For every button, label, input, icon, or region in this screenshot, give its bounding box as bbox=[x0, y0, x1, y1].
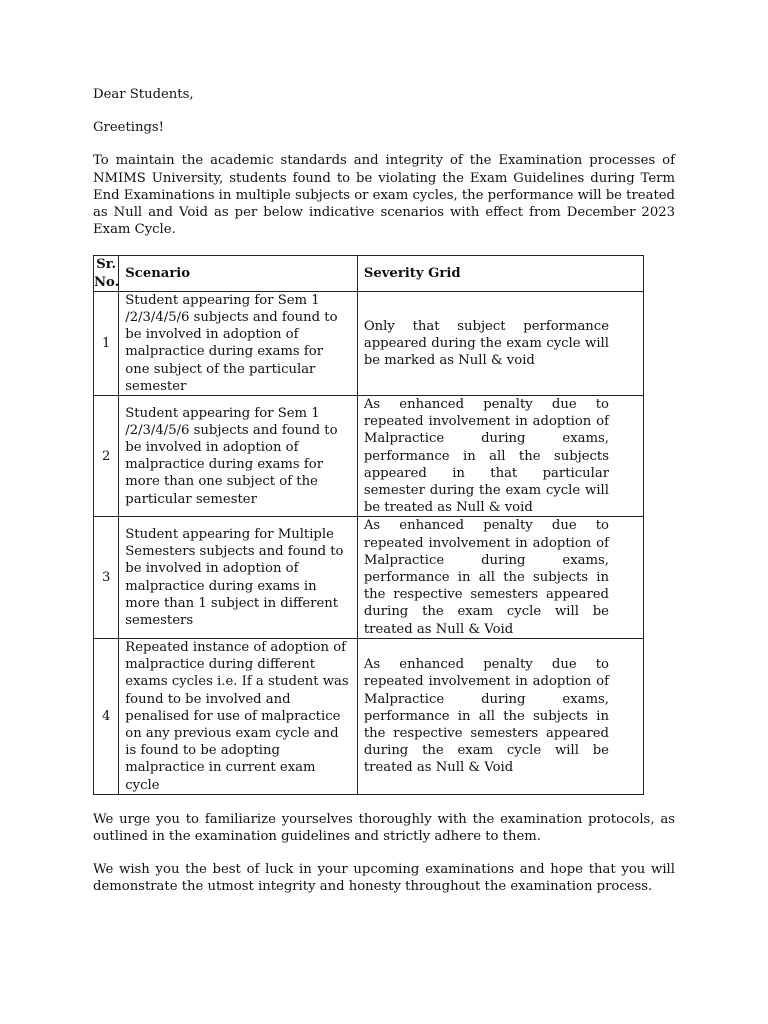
row-scenario: Student appearing for Sem 1 /2/3/4/5/6 subjects and found to be involved in adoption of malpractice during exams for more than one subject of the particular semester bbox=[119, 396, 358, 517]
row-severity: As enhanced penalty due to repeated involvement in adoption of Malpractice during exams, performance in all the subjects in the respective semesters appeared during the exam cycle will be treated as Null & Void bbox=[357, 517, 643, 638]
header-scenario: Scenario bbox=[119, 256, 358, 291]
closing-paragraph-1: We urge you to familiarize yourselves thoroughly with the examination protocols, as outlined in the examination guidelines and strictly adhere to them. bbox=[93, 811, 675, 844]
row-scenario: Repeated instance of adoption of malpractice during different exams cycles i.e. If a student was found to be involved and penalised for use of malpractice on any previous exam cycle and is found to be adopting malpractice in current exam cycle bbox=[119, 638, 358, 794]
closing-paragraph-2: We wish you the best of luck in your upcoming examinations and hope that you will demonstrate the utmost integrity and honesty throughout the examination process. bbox=[93, 862, 675, 895]
row-sr-no: 2 bbox=[94, 396, 119, 517]
row-sr-no: 1 bbox=[94, 291, 119, 395]
letter-body bbox=[93, 86, 675, 896]
table-row bbox=[94, 396, 644, 517]
header-severity-grid: Severity Grid bbox=[357, 256, 643, 291]
intro-paragraph: To maintain the academic standards and integrity of the Examination processes of NMIMS University, students found to be violating the Exam Guidelines during Term End Examinations in multiple subjects or exam cycles, the performance will be treated as Null and Void as per below indicative scenarios with effect from December 2023 Exam Cycle. bbox=[93, 153, 675, 238]
table-header-row bbox=[94, 256, 644, 291]
greeting: Greetings! bbox=[93, 120, 164, 136]
row-scenario: Student appearing for Sem 1 /2/3/4/5/6 subjects and found to be involved in adoption of malpractice during exams for one subject of the particular semester bbox=[119, 291, 358, 395]
row-sr-no: 4 bbox=[94, 638, 119, 794]
row-severity: Only that subject performance appeared during the exam cycle will be marked as Null & void bbox=[357, 291, 643, 395]
table-row bbox=[94, 517, 644, 638]
row-severity: As enhanced penalty due to repeated involvement in adoption of Malpractice during exams, performance in all the subjects in the respective semesters appeared during the exam cycle will be treated as Null & Void bbox=[357, 638, 643, 794]
table-row bbox=[94, 291, 644, 395]
salutation: Dear Students, bbox=[93, 87, 194, 102]
row-sr-no: 3 bbox=[94, 517, 119, 638]
table-row bbox=[94, 638, 644, 794]
row-scenario: Student appearing for Multiple Semesters subjects and found to be involved in adoption of malpractice during exams in more than 1 subject in different semesters bbox=[119, 517, 358, 638]
severity-table bbox=[93, 255, 644, 794]
header-sr-no: Sr. No. bbox=[94, 257, 120, 290]
row-severity: As enhanced penalty due to repeated involvement in adoption of Malpractice during exams, performance in all the subjects appeared in that particular semester during the exam cycle will be treated as Null & void bbox=[357, 396, 643, 517]
